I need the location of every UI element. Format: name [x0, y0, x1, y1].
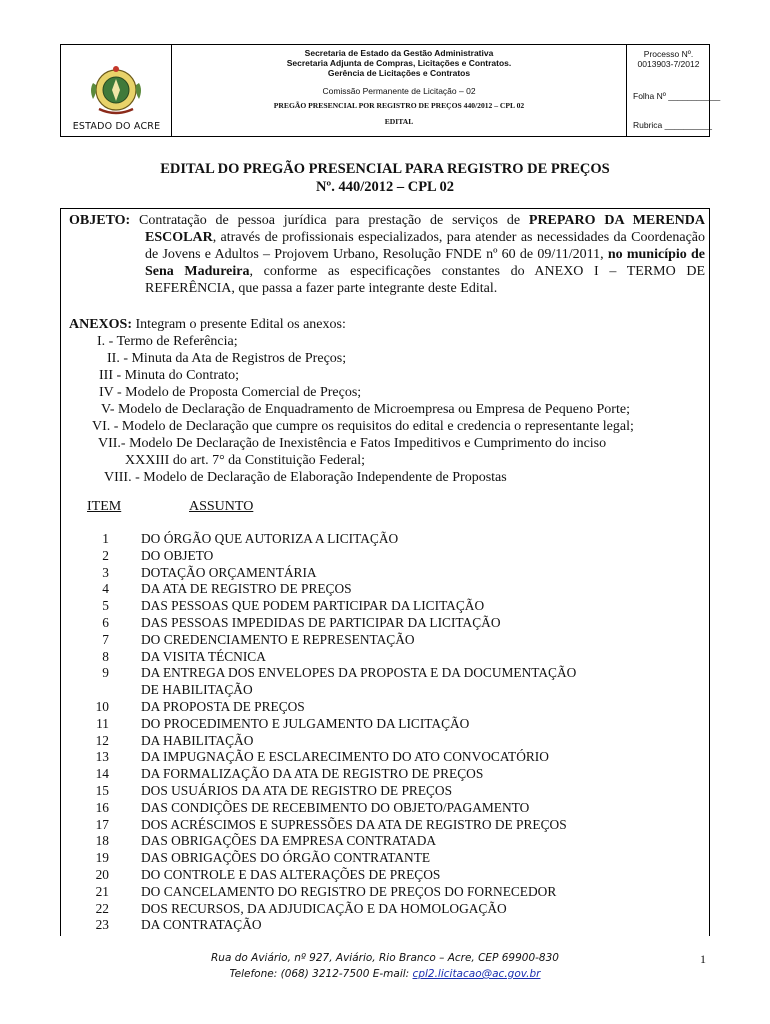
- process-number: Processo Nº. 0013903-7/2012: [637, 49, 700, 69]
- anexo-item-2: II. - Minuta da Ata de Registros de Preços;: [107, 351, 347, 366]
- page-footer: [0, 950, 770, 982]
- footer-email-link[interactable]: cpl2.licitacao@ac.gov.br: [412, 968, 541, 980]
- header-logo-cell: [61, 45, 172, 136]
- index-row-subject: DO CANCELAMENTO DO REGISTRO DE PREÇOS DO FORNECEDOR: [141, 883, 557, 899]
- index-row-subject: DA HABILITAÇÃO: [141, 732, 254, 748]
- anexos-heading: [69, 316, 709, 333]
- index-row-number: 3: [102, 564, 109, 580]
- index-row-subject: DA FORMALIZAÇÃO DA ATA DE REGISTRO DE PREÇOS: [141, 766, 484, 782]
- index-row-number: 21: [95, 883, 109, 899]
- index-row-number: 13: [95, 749, 109, 765]
- objeto-label: OBJETO:: [69, 213, 131, 228]
- footer-contact: [0, 966, 770, 982]
- index-row-number: 18: [95, 833, 109, 849]
- index-row-subject: DO PROCEDIMENTO E JULGAMENTO DA LICITAÇÃO: [141, 715, 470, 731]
- rubrica-field: Rubrica __________: [633, 120, 712, 130]
- item-column-header: ITEM: [87, 499, 122, 514]
- anexo-item-4: IV - Modelo de Proposta Comercial de Preços;: [99, 385, 362, 400]
- gerencia-line: Gerência de Licitações e Contratos: [327, 68, 471, 78]
- state-label: ESTADO DO ACRE: [72, 121, 161, 132]
- state-coat-of-arms-icon: [87, 63, 145, 117]
- document-title: [60, 160, 710, 196]
- comissao-line: Comissão Permanente de Licitação – 02: [322, 86, 476, 96]
- index-row-number: 2: [102, 547, 109, 563]
- anexo-item-5: V- Modelo de Declaração de Enquadramento de Microempresa ou Empresa de Pequeno Porte;: [101, 402, 630, 417]
- index-row-subject: DO OBJETO: [141, 547, 214, 563]
- anexo-item-1: I. - Termo de Referência;: [97, 334, 238, 349]
- header-process-cell: [626, 45, 721, 136]
- index-row-number: 22: [95, 900, 109, 916]
- index-row-number: 16: [95, 799, 109, 815]
- content-box: [60, 208, 710, 936]
- index-row-subject: DOTAÇÃO ORÇAMENTÁRIA: [141, 564, 317, 580]
- index-row-subject: DA VISITA TÉCNICA: [141, 648, 266, 664]
- index-row-subject: DA IMPUGNAÇÃO E ESCLARECIMENTO DO ATO CONVOCATÓRIO: [141, 749, 549, 765]
- objeto-text-2: , através de profissionais especializados, para atender as necessidades da Coordenação de Jovens e Adultos – Projovem Urbano, Resolução FNDE nº 60 de 09/11/2011,: [145, 230, 705, 262]
- folha-field: Folha Nº ___________: [633, 91, 721, 101]
- index-row-subject: DAS OBRIGAÇÕES DA EMPRESA CONTRATADA: [141, 833, 437, 849]
- anexo-item-6: VI. - Modelo de Declaração que cumpre os requisitos do edital e credencia o representante legal;: [92, 419, 634, 434]
- secretaria-adjunta-line: Secretaria Adjunta de Compras, Licitações e Contratos.: [286, 58, 512, 68]
- objeto-text-1: Contratação de pessoa jurídica para prestação de serviços de: [130, 213, 529, 228]
- index-row-number: 19: [95, 850, 109, 866]
- objeto-bold-2: no município de Sena Madureira: [145, 247, 705, 279]
- title-line-1: EDITAL DO PREGÃO PRESENCIAL PARA REGISTRO DE PREÇOS: [160, 161, 610, 177]
- index-row-number: 23: [95, 917, 109, 933]
- document-header: [60, 44, 721, 137]
- title-line-2: Nº. 440/2012 – CPL 02: [315, 179, 455, 195]
- index-row-number: 1: [102, 531, 109, 546]
- index-row-subject: DO ÓRGÃO QUE AUTORIZA A LICITAÇÃO: [141, 531, 399, 546]
- footer-phone: Telefone: (068) 3212-7500 E-mail:: [229, 968, 413, 980]
- index-row-number: 15: [95, 783, 109, 798]
- index-row-number: 4: [102, 581, 109, 597]
- objeto-paragraph: [69, 212, 705, 297]
- index-row-subject: DAS OBRIGAÇÕES DO ÓRGÃO CONTRATANTE: [141, 850, 431, 866]
- index-row-subject: DA ATA DE REGISTRO DE PREÇOS: [141, 581, 352, 597]
- objeto-text-3: , conforme as especificações constantes do ANEXO I – TERMO DE REFERÊNCIA, que passa a fazer parte integrante deste Edital.: [145, 264, 705, 296]
- index-row-number: 5: [102, 598, 109, 614]
- index-row-subject: DOS RECURSOS, DA ADJUDICAÇÃO E DA HOMOLOGAÇÃO: [141, 900, 507, 916]
- index-row-subject: DO CREDENCIAMENTO E REPRESENTAÇÃO: [141, 631, 415, 647]
- index-row-subject: DA PROPOSTA DE PREÇOS: [141, 699, 305, 714]
- index-row-number: 10: [95, 699, 109, 714]
- anexo-item-3: III - Minuta do Contrato;: [99, 368, 239, 383]
- index-row-subject: DOS ACRÉSCIMOS E SUPRESSÕES DA ATA DE REGISTRO DE PREÇOS: [141, 816, 567, 832]
- index-row-subject: DAS PESSOAS IMPEDIDAS DE PARTICIPAR DA LICITAÇÃO: [141, 615, 501, 630]
- anexo-item-7: VII.- Modelo De Declaração de Inexistência e Fatos Impeditivos e Cumprimento do inciso: [98, 436, 607, 451]
- index-row-subject: DO CONTROLE E DAS ALTERAÇÕES DE PREÇOS: [141, 867, 441, 882]
- index-row-number: 14: [95, 766, 109, 782]
- index-row-number: 20: [95, 867, 109, 882]
- subject-column-header: ASSUNTO: [189, 499, 254, 514]
- index-row-subject: DE HABILITAÇÃO: [141, 682, 253, 698]
- header-agency-cell: [172, 45, 626, 136]
- anexo-item-8: VIII. - Modelo de Declaração de Elaboração Independente de Propostas: [104, 470, 507, 485]
- anexos-intro: Integram o presente Edital os anexos:: [132, 317, 346, 332]
- index-row-subject: DAS PESSOAS QUE PODEM PARTICIPAR DA LICITAÇÃO: [141, 598, 485, 614]
- index-row-subject: DAS CONDIÇÕES DE RECEBIMENTO DO OBJETO/PAGAMENTO: [141, 799, 530, 815]
- objeto-section: [69, 212, 705, 297]
- index-row-number: 17: [95, 816, 109, 832]
- index-row-number: 7: [102, 631, 109, 647]
- index-row-number: 6: [102, 615, 109, 630]
- secretaria-line: Secretaria de Estado da Gestão Administrativa: [304, 48, 494, 58]
- index-row-number: 12: [95, 732, 109, 748]
- page-number: 1: [700, 952, 706, 966]
- index-row-subject: DA CONTRATAÇÃO: [141, 917, 262, 933]
- edital-line: EDITAL: [384, 117, 414, 126]
- index-row-subject: DOS USUÁRIOS DA ATA DE REGISTRO DE PREÇOS: [141, 783, 453, 798]
- anexos-label: ANEXOS:: [69, 317, 133, 332]
- index-row-subject: DA ENTREGA DOS ENVELOPES DA PROPOSTA E DA DOCUMENTAÇÃO: [141, 665, 577, 681]
- anexos-section: [69, 316, 709, 485]
- index-row-number: 9: [102, 665, 109, 681]
- index-row-number: 11: [96, 715, 109, 731]
- objeto-bold-1: PREPARO DA MERENDA ESCOLAR: [145, 213, 705, 245]
- anexo-item-7-continuation: XXXIII do art. 7° da Constituição Federal;: [125, 453, 366, 468]
- footer-address: Rua do Aviário, nº 927, Aviário, Rio Branco – Acre, CEP 69900-830: [211, 952, 559, 964]
- index-row-number: 8: [102, 648, 109, 664]
- pregao-line: PREGÃO PRESENCIAL POR REGISTRO DE PREÇOS 440/2012 – CPL 02: [273, 101, 525, 110]
